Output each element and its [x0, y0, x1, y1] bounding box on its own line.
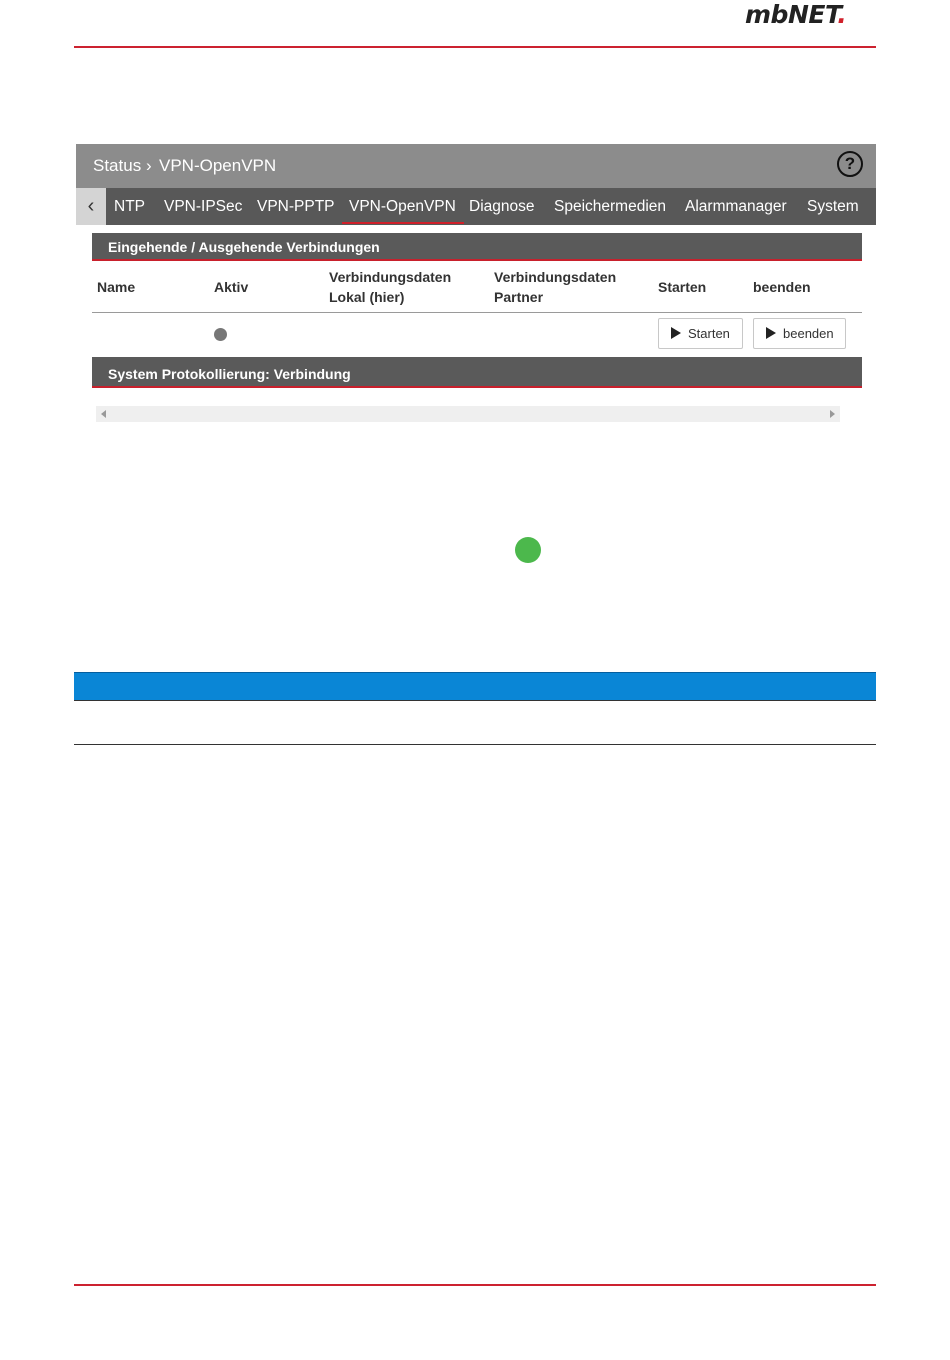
section-header-log: System Protokollierung: Verbindung: [92, 357, 862, 388]
tab-vpn-pptp[interactable]: VPN-PPTP: [257, 198, 335, 215]
column-header-active: Aktiv: [214, 279, 249, 295]
scroll-left-icon[interactable]: [101, 410, 106, 418]
play-icon: [766, 327, 776, 339]
section-header-connections: Eingehende / Ausgehende Verbindungen: [92, 233, 862, 261]
tab-ntp[interactable]: NTP: [114, 198, 145, 215]
tab-bar: [76, 188, 876, 225]
mbnet-logo: mbNET.: [745, 0, 847, 29]
column-header-stop: beenden: [753, 279, 811, 295]
scroll-right-icon[interactable]: [830, 410, 835, 418]
tab-vpn-openvpn[interactable]: VPN-OpenVPN: [349, 198, 456, 215]
legend-table-bottom-rule: [74, 744, 876, 745]
play-icon: [671, 327, 681, 339]
tab-vpn-ipsec[interactable]: VPN-IPSec: [164, 198, 243, 215]
breadcrumb-current: VPN-OpenVPN: [159, 156, 277, 175]
footer-rule: [74, 1284, 876, 1286]
column-header-local: Verbindungsdaten Lokal (hier): [329, 269, 452, 305]
column-header-start: Starten: [658, 279, 707, 295]
chevron-left-icon[interactable]: ‹: [76, 188, 106, 225]
breadcrumb: [76, 144, 876, 188]
column-header-name: Name: [97, 279, 136, 295]
start-button[interactable]: Starten: [658, 318, 743, 349]
stop-button[interactable]: beenden: [753, 318, 846, 349]
table-divider: [92, 312, 862, 313]
tab-system[interactable]: System: [807, 198, 859, 215]
breadcrumb-root[interactable]: Status: [93, 156, 142, 175]
column-header-partner: Verbindungsdaten Partner: [494, 269, 617, 305]
header-rule: [74, 46, 876, 48]
tab-alarmmanager[interactable]: Alarmmanager: [685, 198, 787, 215]
status-indicator-active: [515, 537, 541, 563]
help-icon[interactable]: ?: [837, 151, 863, 177]
chevron-right-icon: ›: [146, 156, 152, 175]
legend-table-header: [74, 672, 876, 701]
horizontal-scrollbar[interactable]: [96, 406, 840, 422]
tab-speichermedien[interactable]: Speichermedien: [554, 198, 667, 215]
embedded-screenshot: [76, 144, 876, 426]
tab-diagnose[interactable]: Diagnose: [469, 198, 535, 215]
status-indicator-inactive: [214, 328, 227, 341]
